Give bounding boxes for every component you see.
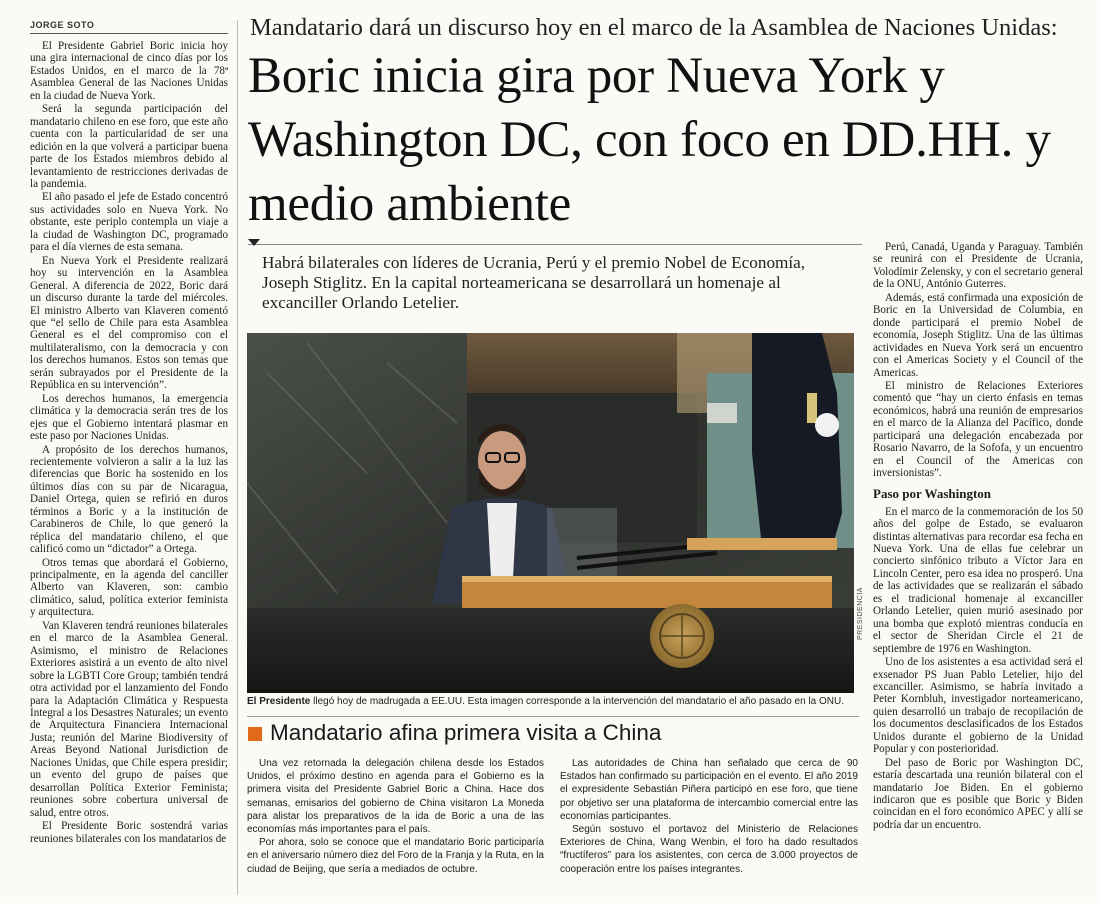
subhead-marker-icon	[248, 239, 260, 246]
body-paragraph: El Presidente Boric sostendrá varias reuniones bilaterales con los mandatarios de	[30, 820, 228, 845]
body-paragraph: El Presidente Gabriel Boric inicia hoy una gira internacional de cinco días por los Estados Unidos, en el marco de la 78ª Asamblea General de las Naciones Unidas en la ciudad de Nueva York.	[30, 40, 228, 102]
byline: JORGE SOTO	[30, 20, 95, 30]
caption-text: llegó hoy de madrugada a EE.UU. Esta imagen corresponde a la intervención del mandatario el año pasado en la ONU.	[310, 696, 845, 707]
body-paragraph: Los derechos humanos, la emergencia climática y la democracia serán tres de los ejes que el Gobierno intentará plasmar en este paso por Naciones Unidas.	[30, 392, 228, 443]
headline: Boric inicia gira por Nueva York y Washington DC, con foco en DD.HH. y medio ambiente	[248, 48, 1051, 232]
body-paragraph: Otros temas que abordará el Gobierno, principalmente, en la agenda del canciller Alberto van Klaveren, son: cambio climático, salud, política exterior feminista y arquitectura.	[30, 556, 228, 619]
box-column-2	[560, 757, 858, 897]
subhead: Habrá bilaterales con líderes de Ucrania, Perú y el premio Nobel de Economía, Joseph Stiglitz. En la capital norteamericana se desarrollará un homenaje al excanciller Orlando Letelier.	[262, 253, 806, 312]
photo-caption	[247, 696, 857, 708]
body-paragraph: Van Klaveren tendrá reuniones bilaterales en el marco de la Asamblea General. Asimismo, el ministro de Relaciones Exteriores asistirá a un evento de alto nivel sobre la LGBTI Core Group; también tendrá otra actividad por el lanzamiento del Fondo para la Adaptación Climática y Respuesta Integral a los Desastres Naturales; un evento de Arquitectura Financiera Internacional Justa; reunión del Marine Biodiversity of Areas Beyond National Jurisdiction de Naciones Unidas, que Chile espera presidir; un evento del grupo de países que desarrollan Política Exterior Feminista; reuniones sobre cobertura universal de salud, entre otros.	[30, 619, 228, 819]
box-paragraph: Una vez retornada la delegación chilena desde los Estados Unidos, el próximo destino en agenda para el Gobierno es la primera visita del Presidente Gabriel Boric a China. Hace dos semanas, emisarios del gobierno de China visitaron La Moneda para alistar los preparativos de la ida de Boric a una de las economías más importantes para el país.	[247, 758, 544, 836]
body-paragraph: En el marco de la conmemoración de los 50 años del golpe de Estado, se evaluaron distintas alternativas para recordar esa fecha en Nueva York. Una de ellas fue celebrar un concierto sinfónico tributo a Víctor Jara en Lincoln Center, pero esa idea no prosperó. Una de las actividades que se realizarán el sábado es el tradicional homenaje al excanciller Orlando Letelier, quien murió asesinado por una bomba que explotó mientras conducía en el sector de Sheridan Circle el 21 de septiembre de 1976 en Washington.	[873, 505, 1083, 655]
right-column	[873, 241, 1083, 896]
photo-credit: PRESIDENCIA	[857, 587, 864, 640]
box-paragraph: Según sostuvo el portavoz del Ministerio de Relaciones Exteriores de China, Wang Wenbin, el foro ha dado resultados “fructíferos” para los asistentes, con cerca de 3.000 proyectos de cooperación entre los países integrantes.	[560, 824, 858, 875]
body-paragraph: Perú, Canadá, Uganda y Paraguay. También se reunirá con el Presidente de Ucrania, Volodímir Zelensky, y con el secretario general de la ONU, António Guterres.	[873, 241, 1083, 291]
body-paragraph: Además, está confirmada una exposición de Boric en la Universidad de Columbia, en donde participará el premio Nobel de economía, Joseph Stiglitz. Una de las últimas actividades en Nueva York será un encuentro con el Americas Society y el Council of the Americas.	[873, 291, 1083, 379]
body-paragraph: El año pasado el jefe de Estado concentró sus actividades solo en Nueva York. No obstante, este periplo contempla un viaje a la ciudad de Washington DC, programado para el día viernes de esta semana.	[30, 191, 228, 254]
body-paragraph: En Nueva York el Presidente realizará hoy su intervención en la Asamblea General. A diferencia de 2022, Boric dará un discurso durante la tarde del miércoles. El ministro Alberto van Klaveren comentó que “el sello de Chile para esta Asamblea General es el del compromiso con el multilateralismo, con la democracia y con los derechos humanos. Estos son temas que serán subrayados por el Presidente de la República en su intervención”.	[30, 254, 228, 392]
body-paragraph: Será la segunda participación del mandatario chileno en ese foro, que este año cuenta con la particularidad de ser una edición en la que volverá a participar buena parte de los Estados miembros debido al levantamiento de restricciones derivadas de la pandemia.	[30, 103, 228, 190]
left-column	[30, 40, 228, 900]
photo-illustration	[247, 333, 854, 693]
box-rule	[247, 716, 859, 717]
box-paragraph: Las autoridades de China han señalado que cerca de 90 Estados han confirmado su participación en el evento. El año 2019 el expresidente Sebastián Piñera participó en ese foro, que tiene por objetivo ser una plataforma de intercambio comercial entre las economías participantes.	[560, 758, 858, 822]
news-photo	[247, 333, 854, 693]
box-title: Mandatario afina primera visita a China	[270, 720, 662, 745]
body-paragraph: El ministro de Relaciones Exteriores comentó que “hay un cierto énfasis en temas económicos, habrá una reunión de empresarios en el marco de la Alianza del Pacífico, donde participará una delegación encabezada por Rosario Navarro, de la Sofofa, y un encuentro en el Council of the Americas con inversionistas”.	[873, 379, 1083, 480]
body-paragraph: Del paso de Boric por Washington DC, estaría descartada una reunión bilateral con el mandatario Joe Biden. En el gobierno indicaron que es posible que Boric y Biden coincidan en el foro económico APEC y allí se podría dar un encuentro.	[873, 756, 1083, 831]
box-column-1	[247, 757, 544, 897]
column-divider	[237, 20, 238, 895]
section-subheading: Paso por Washington	[873, 485, 992, 501]
byline-rule	[30, 33, 228, 34]
body-paragraph: A propósito de los derechos humanos, recientemente volvieron a salir a la luz las diferencias que Boric ha sostenido en los últimos días con su par de Nicaragua, Daniel Ortega, quien se refirió en duros términos a Boric y a la institución de Carabineros de Chile, lo que generó la réplica del mandatario chileno, el que calificó como un “dictador” a Ortega.	[30, 443, 228, 556]
kicker: Mandatario dará un discurso hoy en el marco de la Asamblea de Naciones Unidas:	[250, 14, 1058, 41]
box-paragraph: Por ahora, solo se conoce que el mandatario Boric participaría en el aniversario número diez del Foro de la Franja y la Ruta, en la ciudad de Beijing, que sería a mediados de octubre.	[247, 837, 544, 875]
box-accent-square	[248, 727, 262, 741]
subhead-rule	[248, 244, 862, 245]
caption-lead: El Presidente	[247, 696, 311, 707]
body-paragraph: Uno de los asistentes a esa actividad será el exsenador PS Juan Pablo Letelier, hijo del excanciller. Asimismo, se habría invitado a Peter Kornbluh, investigador norteamericano, quien desarrolló un trabajo de recopilación de los documentos desclasificados de los Estados Unidos durante el gobierno de la Unidad Popular y con posterioridad.	[873, 656, 1083, 756]
